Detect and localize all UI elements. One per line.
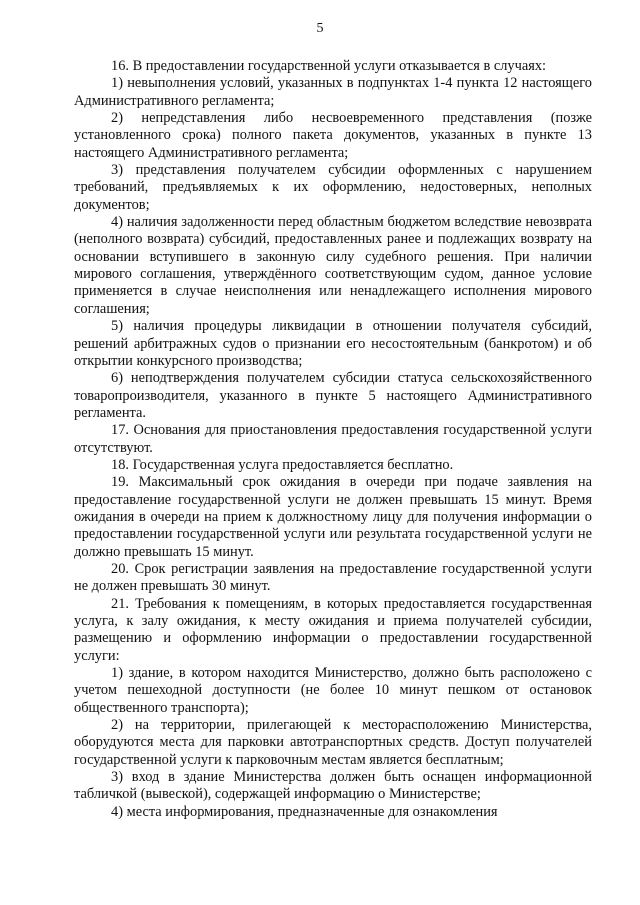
paragraph-17: 17. Основания для приостановления предоставления государственной услуги отсутствуют. bbox=[74, 422, 592, 456]
page-number: 5 bbox=[316, 21, 324, 36]
paragraph-21-item-1: 1) здание, в котором находится Министерство, должно быть расположено с учетом пешеходной доступности (не более 10 минут пешком от остановок общественного транспорта); bbox=[74, 665, 592, 716]
paragraph-16-item-4: 4) наличия задолженности перед областным бюджетом вследствие невозврата (неполного возврата) субсидий, предоставленных ранее и подлежащих возврату на основании вступившего в законную силу судебного решения. При наличии мирового соглашения, утверждённого соответствующим судом, данное условие применяется в случае неисполнения или ненадлежащего исполнения мирового соглашения; bbox=[74, 214, 592, 317]
paragraph-16: 16. В предоставлении государственной услуги отказывается в случаях: bbox=[111, 58, 547, 74]
paragraph-20: 20. Срок регистрации заявления на предоставление государственной услуги не должен превышать 30 минут. bbox=[74, 560, 592, 595]
document-body bbox=[74, 58, 592, 821]
paragraph-21-item-2: 2) на территории, прилегающей к месторасположению Министерства, оборудуются места для парковки автотранспортных средств. Доступ получателей государственной услуги к парковочным местам является бесплатным; bbox=[74, 717, 592, 768]
paragraph-21-item-4: 4) места информирования, предназначенные для ознакомления bbox=[111, 803, 498, 820]
paragraph-21-item-3: 3) вход в здание Министерства должен быть оснащен информационной табличкой (вывеской), содержащей информацию о Министерстве; bbox=[74, 769, 592, 803]
paragraph-16-item-1: 1) невыполнения условий, указанных в подпунктах 1-4 пункта 12 настоящего Административного регламента; bbox=[74, 75, 592, 109]
paragraph-16-item-5: 5) наличия процедуры ликвидации в отношении получателя субсидий, решений арбитражных судов о признании его несостоятельным (банкротом) и об открытии конкурсного производства; bbox=[74, 318, 592, 369]
paragraph-19: 19. Максимальный срок ожидания в очереди при подаче заявления на предоставление государственной услуги не должен превышать 15 минут. Время ожидания в очереди на прием к должностному лицу для получения информации о предоставлении государственной услуги или результата государственной услуги не должно превышать 15 минут. bbox=[74, 474, 592, 560]
paragraph-21: 21. Требования к помещениям, в которых предоставляется государственная услуга, к залу ожидания, к месту ожидания и приема получателей субсидии, размещению и оформлению информации о предоставлении государственной услуги: bbox=[74, 595, 592, 664]
paragraph-16-item-2: 2) непредставления либо несвоевременного представления (позже установленного срока) полного пакета документов, указанных в пункте 13 настоящего Административного регламента; bbox=[74, 110, 592, 161]
paragraph-16-item-3: 3) представления получателем субсидии оформленных с нарушением требований, предъявляемых к их оформлению, недостоверных, неполных документов; bbox=[74, 162, 592, 213]
paragraph-18: 18. Государственная услуга предоставляется бесплатно. bbox=[111, 456, 454, 473]
paragraph-16-item-6: 6) неподтверждения получателем субсидии статуса сельскохозяйственного товаропроизводителя, указанного в пункте 5 настоящего Административного регламента. bbox=[74, 370, 592, 421]
